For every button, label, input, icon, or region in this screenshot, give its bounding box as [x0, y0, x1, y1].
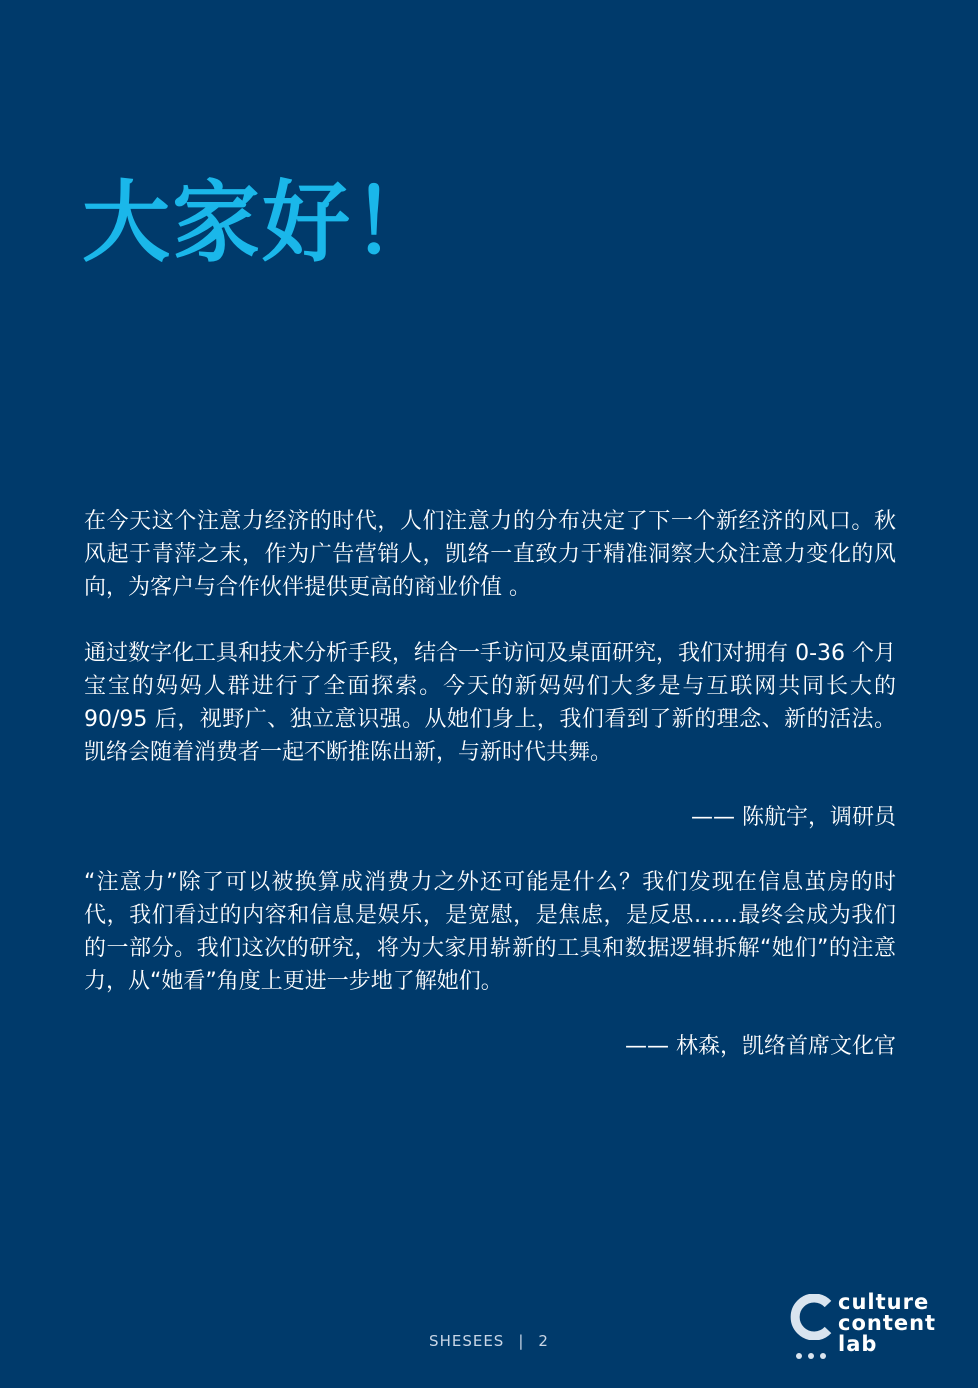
logo-wordmark: [838, 1292, 936, 1355]
logo-line-lab: lab: [838, 1332, 878, 1356]
logo-line-content: content: [838, 1311, 937, 1335]
signature-researcher: —— 陈航宇，调研员: [691, 805, 896, 830]
c-logo-icon: [790, 1294, 836, 1340]
paragraph-research: 通过数字化工具和技术分析手段，结合一手访问及桌面研究，我们对拥有 0-36 个月宝宝的妈妈人群进行了全面探索。今天的新妈妈们大多是与互联网共同长大的 90/95 后，视野广、独立意识强。从她们身上，我们看到了新的理念、新的活法。凯络会随着消费者一起不断推陈出新，与新时代共舞。: [84, 641, 896, 765]
page-number: 2: [538, 1332, 549, 1350]
page-headline: 大家好！: [82, 171, 443, 274]
paragraph-intro: 在今天这个注意力经济的时代，人们注意力的分布决定了下一个新经济的风口。秋风起于青萍之末，作为广告营销人，凯络一直致力于精准洞察大众注意力变化的风向，为客户与合作伙伴提供更高的商业价值 。: [84, 509, 896, 600]
logo-line-culture: culture: [838, 1290, 930, 1314]
signature-cco: —— 林森，凯络首席文化官: [625, 1034, 896, 1059]
logo-dots: [796, 1344, 836, 1352]
culture-content-lab-logo: [790, 1290, 955, 1356]
footer-separator: |: [518, 1332, 525, 1350]
footer-brand: SHESEES: [429, 1332, 505, 1350]
letter-body: [84, 505, 896, 1063]
paragraph-attention: “注意力”除了可以被换算成消费力之外还可能是什么？我们发现在信息茧房的时代，我们看过的内容和信息是娱乐，是宽慰，是焦虑，是反思……最终会成为我们的一部分。我们这次的研究，将为大家用崭新的工具和数据逻辑拆解“她们”的注意力，从“她看”角度上更进一步地了解她们。: [84, 870, 896, 994]
